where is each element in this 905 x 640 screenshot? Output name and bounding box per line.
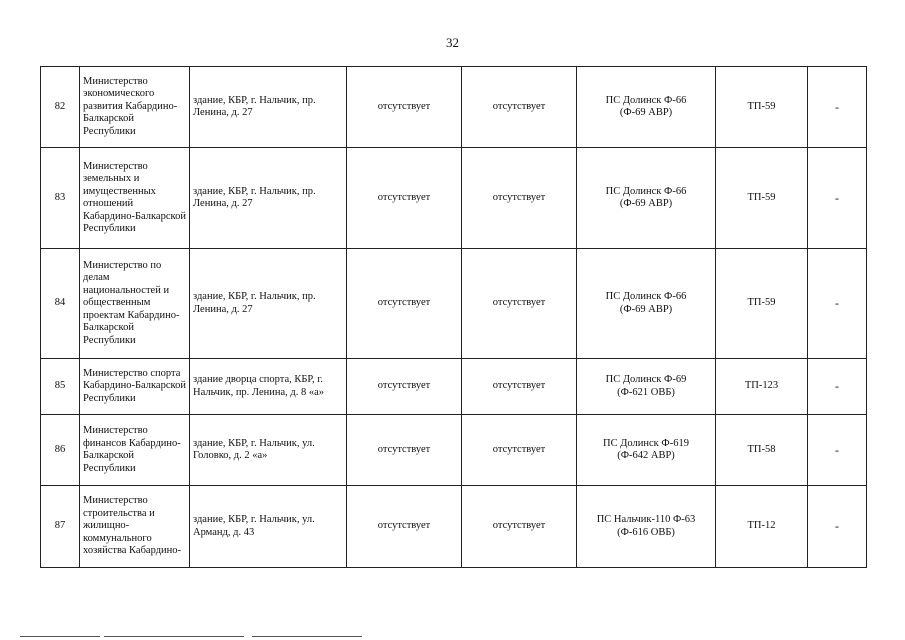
status-cell: отсутствует: [347, 486, 462, 568]
substation-feeder: ПС Нальчик-110 Ф-63: [596, 514, 696, 525]
status-cell: отсутствует: [462, 415, 577, 486]
substation-feeder: ПС Долинск Ф-66: [605, 291, 687, 302]
facility-address: здание, КБР, г. Нальчик, пр. Ленина, д. 27: [190, 67, 347, 148]
substation-feeder: ПС Долинск Ф-66: [605, 94, 687, 106]
substation-feeder: ПС Долинск Ф-619: [603, 437, 689, 449]
table-row: [41, 67, 867, 148]
transformer-station: ТП-58: [716, 415, 808, 486]
footer-rule: [252, 636, 362, 637]
facility-address: здание, КБР, г. Нальчик, ул. Головко, д. 2 «а»: [190, 415, 347, 486]
table-row: [41, 148, 867, 249]
footer-rule: [104, 636, 244, 637]
row-number: 84: [41, 249, 80, 359]
table-row: [41, 249, 867, 359]
extra-cell: -: [808, 415, 867, 486]
status-cell: отсутствует: [347, 249, 462, 359]
row-number: 87: [41, 486, 80, 568]
table-row: [41, 415, 867, 486]
row-number: 85: [41, 359, 80, 415]
table-row: [41, 486, 867, 568]
row-number: 82: [41, 67, 80, 148]
organization-name: Министерство спорта Кабардино-Балкарской Республики: [80, 359, 190, 415]
status-cell: отсутствует: [462, 249, 577, 359]
extra-cell: -: [808, 67, 867, 148]
transformer-station: ТП-12: [716, 486, 808, 568]
extra-cell: -: [808, 486, 867, 568]
backup-feeder: (Ф-69 АВР): [619, 303, 673, 315]
footer-rule: [20, 636, 100, 637]
row-number: 83: [41, 148, 80, 249]
status-cell: отсутствует: [347, 359, 462, 415]
backup-feeder: (Ф-642 АВР): [617, 450, 675, 461]
facility-address: здание, КБР, г. Нальчик, ул. Арманд, д. 43: [190, 486, 347, 568]
facility-address: здание, КБР, г. Нальчик, пр. Ленина, д. 27: [190, 148, 347, 249]
substation-cell: [577, 67, 716, 148]
status-cell: отсутствует: [347, 415, 462, 486]
organization-name: Министерство земельных и имущественных отношений Кабардино-Балкарской Республики: [80, 148, 190, 249]
row-number: 86: [41, 415, 80, 486]
transformer-station: ТП-59: [716, 148, 808, 249]
facility-address: здание, КБР, г. Нальчик, пр. Ленина, д. 27: [190, 249, 347, 359]
facilities-table: [40, 66, 867, 568]
organization-name: Министерство экономического развития Кабардино-Балкарской Республики: [80, 67, 190, 148]
substation-feeder: ПС Долинск Ф-66: [605, 185, 687, 197]
status-cell: отсутствует: [462, 148, 577, 249]
transformer-station: ТП-59: [716, 249, 808, 359]
backup-feeder: (Ф-621 ОВБ): [617, 386, 675, 398]
facility-address: здание дворца спорта, КБР, г. Нальчик, пр. Ленина, д. 8 «а»: [190, 359, 347, 415]
substation-cell: [577, 415, 716, 486]
substation-cell: [577, 359, 716, 415]
extra-cell: -: [808, 359, 867, 415]
transformer-station: ТП-123: [716, 359, 808, 415]
substation-cell: [577, 486, 716, 568]
organization-name: Министерство строительства и жилищно-коммунального хозяйства Кабардино-: [80, 486, 190, 568]
page-number: 32: [446, 35, 459, 50]
organization-name: Министерство по делам национальностей и общественным проектам Кабардино-Балкарской Республики: [80, 249, 190, 359]
extra-cell: -: [808, 249, 867, 359]
status-cell: отсутствует: [462, 486, 577, 568]
status-cell: отсутствует: [347, 67, 462, 148]
transformer-station: ТП-59: [716, 67, 808, 148]
status-cell: отсутствует: [462, 67, 577, 148]
status-cell: отсутствует: [462, 359, 577, 415]
backup-feeder: (Ф-69 АВР): [619, 107, 673, 118]
organization-name: Министерство финансов Кабардино-Балкарской Республики: [80, 415, 190, 486]
backup-feeder: (Ф-616 ОВБ): [617, 526, 675, 538]
substation-feeder: ПС Долинск Ф-69: [605, 374, 687, 385]
substation-cell: [577, 148, 716, 249]
substation-cell: [577, 249, 716, 359]
extra-cell: -: [808, 148, 867, 249]
table-row: [41, 359, 867, 415]
backup-feeder: (Ф-69 АВР): [619, 198, 673, 209]
status-cell: отсутствует: [347, 148, 462, 249]
